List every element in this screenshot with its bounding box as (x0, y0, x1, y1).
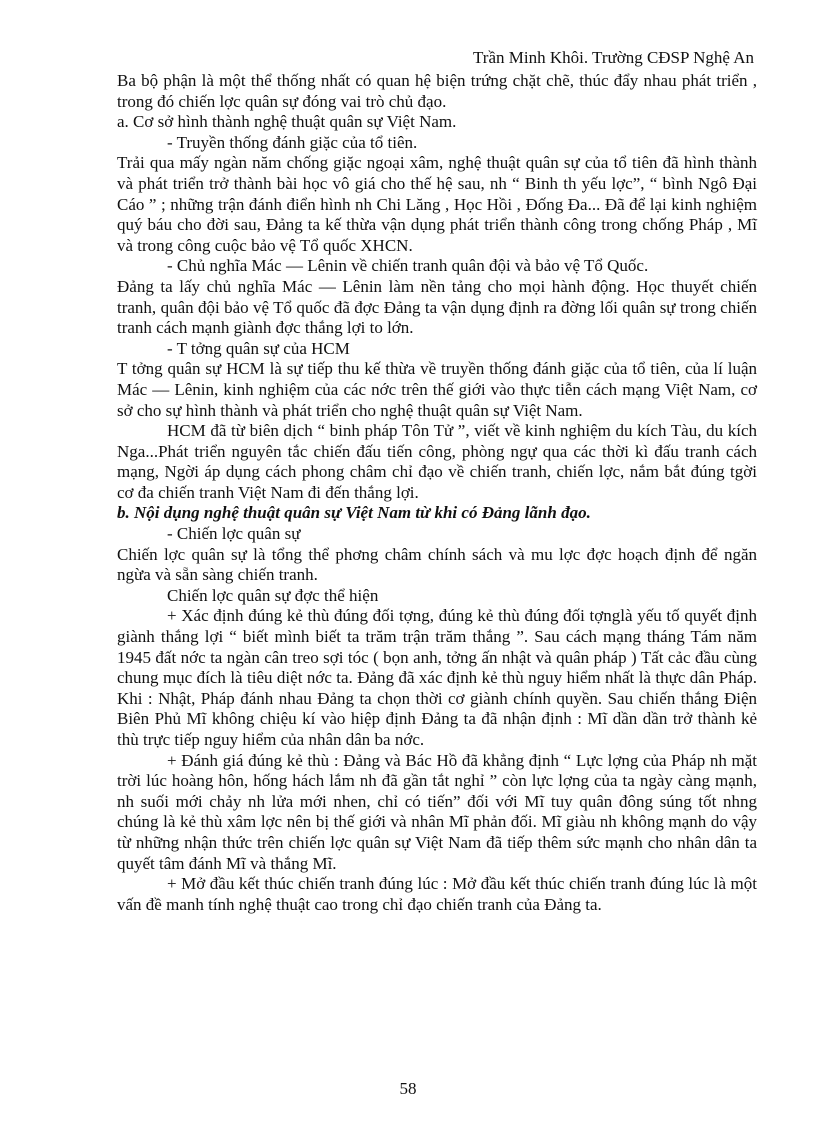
paragraph: + Đánh giá đúng kẻ thù : Đảng và Bác Hồ đã khẳng định “ Lực lợng của Pháp nh mặt trời lúc hoàng hôn, hống hách lắm nh đã gần tắt nghỉ ” còn lực lợng của ta ngày càng mạnh, nh suối mới chảy nh lửa mới nhen, chỉ có tiến” đối với Mĩ tuy quân đông súng tốt nhng chúng là kẻ thù xâm lợc nên bị thế giới và nhân Mĩ phản đối. Mĩ giàu nh không mạnh do vậy từ những nhận thức trên chiến lợc quân sự Việt Nam đã tiếp thêm sức mạnh cho nhân dân ta quyết tâm đánh Mĩ và thắng Mĩ. (117, 750, 757, 873)
running-header: Trần Minh Khôi. Trường CĐSP Nghệ An (473, 48, 754, 67)
subheading: - Chủ nghĩa Mác — Lênin về chiến tranh quân đội và bảo vệ Tổ Quốc. (167, 256, 649, 276)
paragraph: T tởng quân sự HCM là sự tiếp thu kế thừa về truyền thống đánh giặc của tổ tiên, của lí luận Mác — Lênin, kinh nghiệm của các nớc trên thế giới vào thực tiễn cách mạng Việt Nam, cơ sở cho sự hình thành và phát triển cho nghệ thuật quân sự Việt Nam. (117, 359, 757, 420)
subheading: - Chiến lợc quân sự (167, 524, 301, 544)
page-number: 58 (399, 1079, 417, 1098)
section-heading: a. Cơ sở hình thành nghệ thuật quân sự Việt Nam. (117, 112, 457, 132)
subheading: - Truyền thống đánh giặc của tổ tiên. (167, 132, 418, 152)
subheading: Chiến lợc quân sự đợc thể hiện (167, 585, 379, 605)
paragraph: + Xác định đúng kẻ thù đúng đối tợng, đúng kẻ thù đúng đối tợnglà yếu tố quyết định giành thắng lợi “ biết mình biết ta trăm trận trăm thắng ”. Sau cách mạng tháng Tám năm 1945 đất nớc ta ngàn cân treo sợi tóc ( bọn anh, tởng ấn nhật và quân pháp ) Tất cảc đầu cùng chung mục đích là tiêu diệt nớc ta. Đảng đã xác định kẻ thù nguy hiểm nhất là thực dân Pháp. Khi : Nhật, Pháp đánh nhau Đảng ta chọn thời cơ giành chính quyền. Sau chiến thắng Điện Biên Phủ Mĩ không chiệu kí vào hiệp định Đảng ta đã nhận định : Mĩ dần dần trở thành kẻ thù trực tiếp nguy hiểm của nhân dân ba nớc. (117, 606, 757, 749)
paragraph: Chiến lợc quân sự là tổng thể phơng châm chính sách và mu lợc đợc hoạch định để ngăn ngừa và sẵn sàng chiến tranh. (117, 544, 757, 585)
section-heading-bold: b. Nội dụng nghệ thuật quân sự Việt Nam từ khi có Đảng lãnh đạo. (117, 503, 591, 523)
paragraph: HCM đã từ biên dịch “ binh pháp Tôn Tử ”, viết về kinh nghiệm du kích Tàu, du kích Nga...Phát triển nguyên tắc chiến đấu tiến công, phòng ngự qua các thời kì đấu tranh cách mạng, Ngời áp dụng cách phong châm chỉ đạo về chiến tranh, chiến lợc, nắm bắt đúng tgời cơ đa chiến tranh Việt Nam đi đến thắng lợi. (117, 421, 757, 502)
subheading: - T tởng quân sự của HCM (167, 338, 350, 358)
paragraph: Trải qua mấy ngàn năm chống giặc ngoại xâm, nghệ thuật quân sự của tổ tiên đã hình thành và phát triển trở thành bài học vô giá cho thế hệ sau, nh “ Binh th yếu lợc”, “ bình Ngô Đại Cáo ” ; những trận đánh điển hình nh Chi Lăng , Học Hồi , Đống Đa... Đã để lại kinh nghiệm quý báu cho đời sau, Đảng ta kế thừa vận dụng phát triển thành công trong chống Pháp , Mĩ và trong công cuộc bảo vệ Tổ quốc XHCN. (117, 153, 757, 255)
paragraph: + Mở đầu kết thúc chiến tranh đúng lúc : Mở đầu kết thúc chiến tranh đúng lúc là một vấn đề manh tính nghệ thuật cao trong chỉ đạo chiến tranh của Đảng ta. (117, 874, 757, 914)
body-text (117, 71, 757, 915)
paragraph: Ba bộ phận là một thể thống nhất có quan hệ biện trứng chặt chẽ, thúc đẩy nhau phát triển , trong đó chiến lợc quân sự đóng vai trò chủ đạo. (117, 71, 757, 111)
paragraph: Đảng ta lấy chủ nghĩa Mác — Lênin làm nền tảng cho mọi hành động. Học thuyết chiến tranh, quân đội bảo vệ Tổ quốc đã đợc Đảng ta vận dụng định ra đờng lối quân sự trong chiến tranh cách mạnh giành đợc thắng lợi to lớn. (117, 276, 757, 338)
